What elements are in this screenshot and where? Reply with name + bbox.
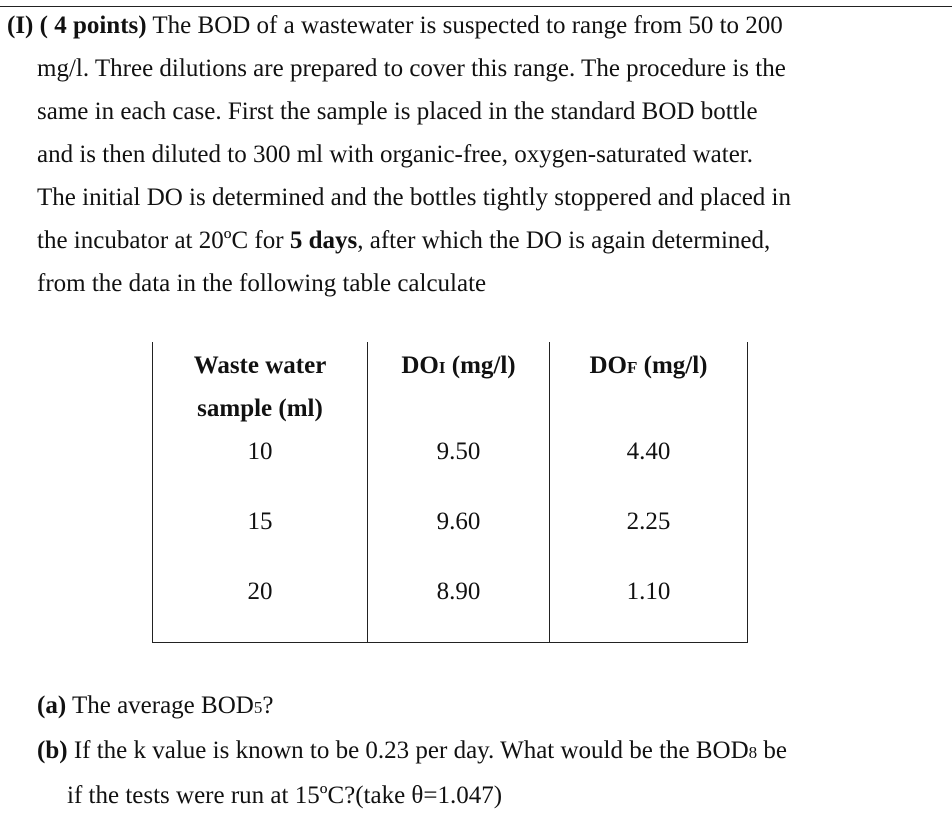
question-a-sub: 5 xyxy=(253,698,263,717)
cell-dof: 2.25 xyxy=(550,502,748,572)
table-row xyxy=(153,502,748,572)
header-dof-main: DO xyxy=(589,352,627,379)
header-dof xyxy=(550,342,748,432)
header-sample-line2: sample (ml) xyxy=(197,395,323,422)
question-b-end: be xyxy=(757,737,788,764)
question-b xyxy=(37,729,787,774)
cell-sample: 10 xyxy=(153,432,368,502)
problem-statement xyxy=(7,4,912,305)
problem-line-6 xyxy=(7,219,912,262)
header-doi xyxy=(368,342,550,432)
problem-text-6a: the incubator at 20ºC for xyxy=(37,227,290,254)
problem-line-1 xyxy=(7,4,912,47)
header-doi-main: DO xyxy=(401,352,439,379)
question-a xyxy=(37,684,787,729)
questions xyxy=(37,684,787,817)
table-row xyxy=(153,432,748,502)
question-a-text: The average BOD xyxy=(66,692,254,719)
question-a-label: (a) xyxy=(37,692,67,719)
question-b-line2: if the tests were run at 15ºC?(take θ=1.047) xyxy=(67,782,503,809)
header-sample xyxy=(153,342,368,432)
cell-doi: 9.60 xyxy=(368,502,550,572)
problem-label: (I) ( 4 points) xyxy=(7,12,147,39)
header-sample-line1: Waste water xyxy=(193,352,327,379)
problem-line-3: same in each case. First the sample is placed in the standard BOD bottle xyxy=(37,98,758,125)
problem-line-7: from the data in the following table calculate xyxy=(37,270,487,297)
table-row xyxy=(153,572,748,643)
question-b-label: (b) xyxy=(37,737,68,764)
cell-dof: 1.10 xyxy=(550,572,748,643)
problem-line-4: and is then diluted to 300 ml with organic-free, oxygen-saturated water. xyxy=(37,141,754,168)
problem-text-1: The BOD of a wastewater is suspected to range from 50 to 200 xyxy=(152,12,783,39)
cell-dof: 4.40 xyxy=(550,432,748,502)
cell-sample: 20 xyxy=(153,572,368,643)
header-dof-unit: (mg/l) xyxy=(637,352,708,379)
problem-line-5: The initial DO is determined and the bottles tightly stoppered and placed in xyxy=(37,184,791,211)
question-b-sub: 8 xyxy=(748,743,758,762)
bod-data-table xyxy=(152,342,748,643)
question-b-text: If the k value is known to be 0.23 per day. What would be the BOD xyxy=(67,737,749,764)
header-dof-sub: F xyxy=(626,358,638,377)
days-emphasis: 5 days xyxy=(289,227,358,254)
problem-text-6b: , after which the DO is again determined, xyxy=(357,227,771,254)
table-header-row xyxy=(153,342,748,432)
header-doi-unit: (mg/l) xyxy=(445,352,516,379)
cell-doi: 9.50 xyxy=(368,432,550,502)
cell-doi: 8.90 xyxy=(368,572,550,643)
header-doi-sub: I xyxy=(438,358,446,377)
question-a-end: ? xyxy=(262,692,274,719)
cell-sample: 15 xyxy=(153,502,368,572)
problem-line-2: mg/l. Three dilutions are prepared to cover this range. The procedure is the xyxy=(37,55,786,82)
